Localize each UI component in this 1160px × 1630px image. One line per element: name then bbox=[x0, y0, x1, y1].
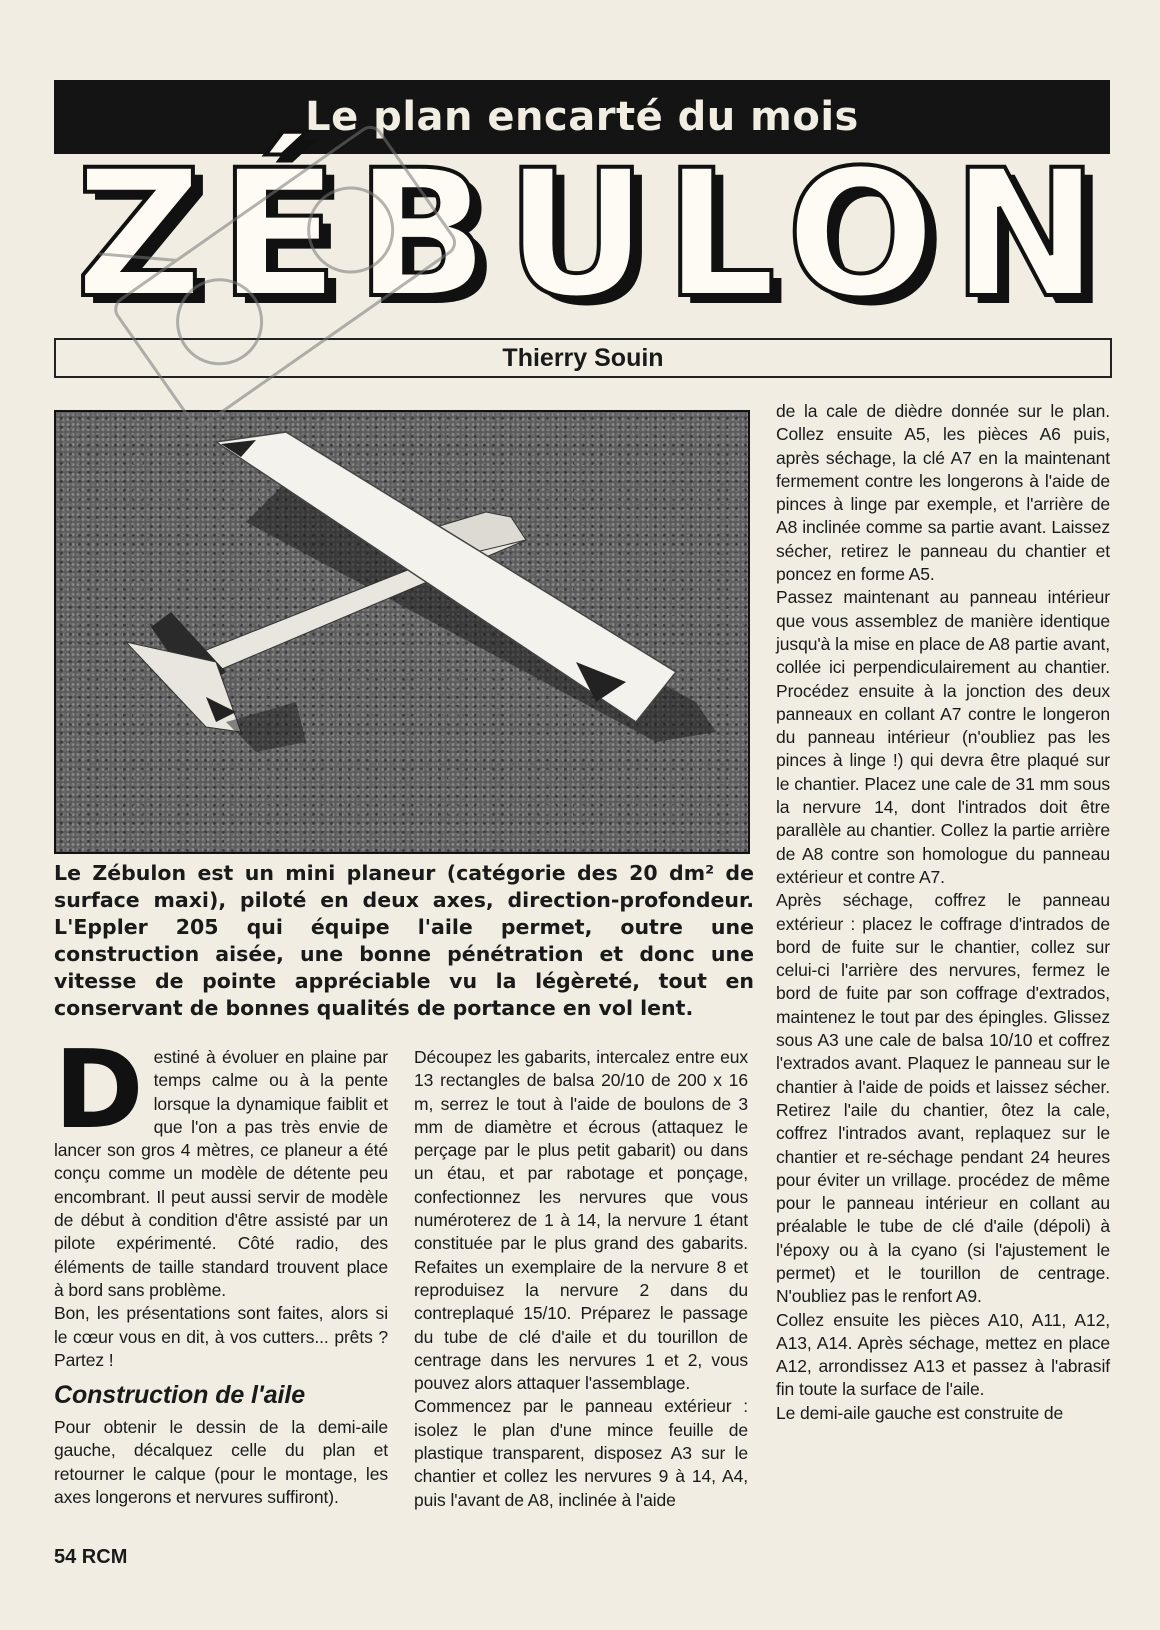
paragraph: Bon, les présentations sont faites, alors si le cœur vous en dit, à vos cutters... prêts ? Partez ! bbox=[54, 1303, 388, 1370]
column-3 bbox=[776, 400, 1110, 1425]
page-folio: 54 RCM bbox=[54, 1546, 128, 1568]
drop-cap: D bbox=[54, 1028, 144, 1153]
author-name: Thierry Souin bbox=[502, 343, 664, 372]
glider-photo bbox=[54, 410, 750, 854]
paragraph: de la cale de dièdre donnée sur le plan. Collez ensuite A5, les pièces A6 puis, après séchage, la clé A7 en la maintenant fermement contre les longerons à l'aide de pinces à linge par exemple, et l'arrière de A8 inclinée comme sa partie avant. Laissez sécher, retirez le panneau du chantier et poncez en forme A5. bbox=[776, 401, 1110, 585]
banner-text: Le plan encarté du mois bbox=[305, 94, 859, 140]
paragraph: Après séchage, coffrez le panneau extérieur : placez le coffrage d'intrados de bord de fuite sur le chantier, collez sur celui-ci l'arrière des nervures, fermez le bord de fuite par son coffrage d'extrados, maintenez le tout par des épingles. Glissez sous A3 une cale de balsa 10/10 et coffrez l'extrados avant. Plaquez le panneau sur le chantier à l'aide de poids et laissez sécher. Retirez l'aile du chantier, ôtez la cale, coffrez l'intrados avant, replaquez sur le chantier et re-séchage pendant 24 heures pour éviter un vrillage. procédez de même pour le panneau intérieur en collant au préalable le tube de clé d'aile (dépoli) à l'époxy ou à la cyano (si l'ajustement le permet) et le tourillon de centrage. N'oubliez pas le renfort A9. bbox=[776, 890, 1110, 1307]
column-2 bbox=[414, 1046, 748, 1512]
article-title: ZÉBULON bbox=[75, 132, 1115, 337]
paragraph: Découpez les gabarits, intercalez entre eux 13 rectangles de balsa 20/10 de 200 x 16 m, serrez le tout à l'aide de boulons de 3 mm de diamètre et écrous (attaquez le perçage par le plus petit gabarit) ou dans un étau, et par rabotage et ponçage, confectionnez les nervures que vous numéroterez de 1 à 14, la nervure 1 étant constituée par le plus grand des gabarits. Refaites un exemplaire de la nervure 8 et reproduisez la nervure 2 dans du contreplaqué 15/10. Préparez le passage du tube de clé d'aile et du tourillon de centrage dans les nervures 1 et 2, vous pouvez alors attaquer l'assemblage. bbox=[414, 1047, 748, 1394]
paragraph: estiné à évoluer en plaine par temps calme ou à la pente lorsque la dynamique faiblit et que l'on a pas très envie de lancer son gros 4 mètres, ce planeur a été conçu comme un modèle de détente peu encombrant. Il peut aussi servir de modèle de début à condition d'être assisté par un pilote expérimenté. Côté radio, des éléments de taille standard trouvent place à bord sans problème. bbox=[54, 1047, 388, 1300]
author-byline bbox=[54, 338, 1112, 378]
paragraph: Pour obtenir le dessin de la demi-aile gauche, décalquez celle du plan et retourner le calque (pour le montage, les axes longerons et nervures suffiront). bbox=[54, 1417, 388, 1508]
paragraph: Le demi-aile gauche est construite de bbox=[776, 1402, 1064, 1423]
paragraph: Collez ensuite les pièces A10, A11, A12, A13, A14. Après séchage, mettez en place A12, arrondissez A13 et passez à l'abrasif fin toute la surface de l'aile. bbox=[776, 1309, 1110, 1400]
paragraph: Passez maintenant au panneau intérieur que vous assemblez de manière identique jusqu'à la mise en place de A8 partie avant, collée ici perpendiculairement au chantier. Procédez ensuite à la jonction des deux panneaux en collant A7 contre le longeron du panneau intérieur (n'oubliez pas les pinces à linge !) qui devra être plaqué sur le chantier. Placez une cale de 31 mm sous la nervure 14, dont l'intrados doit être parallèle au chantier. Collez la partie arrière de A8 contre son homologue du panneau extérieur et contre A7. bbox=[776, 587, 1110, 887]
paragraph: Commencez par le panneau extérieur : isolez le plan d'une mince feuille de plastique transparent, disposez A3 sur le chantier et collez les nervures 9 à 14, A4, puis l'avant de A8, inclinée à l'aide bbox=[414, 1396, 748, 1510]
photo-caption: Le Zébulon est un mini planeur (catégorie des 20 dm² de surface maxi), piloté en deux axes, direction-profondeur. L'Eppler 205 qui équipe l'aile permet, outre une construction aisée, une bonne pénétration et donc une vitesse de pointe appréciable vu la légèreté, tout en conservant de bonnes qualités de portance en vol lent. bbox=[54, 861, 754, 1020]
glider-illustration bbox=[56, 412, 748, 852]
section-heading: Construction de l'aile bbox=[54, 1381, 305, 1410]
column-1 bbox=[54, 1028, 388, 1509]
